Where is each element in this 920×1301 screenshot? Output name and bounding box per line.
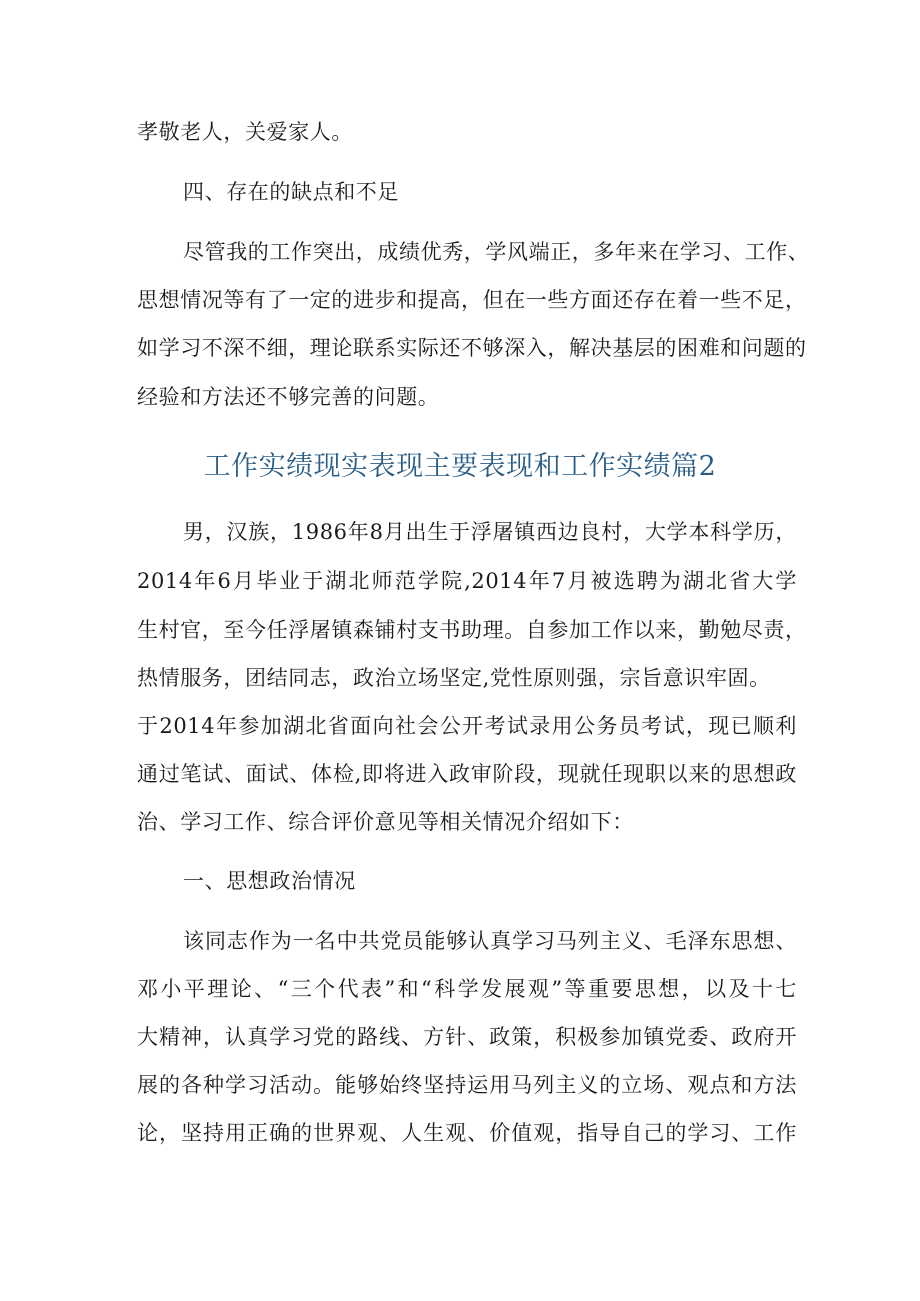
intro-line: 2014年6月毕业于湖北师范学院,2014年7月被选聘为湖北省大学 (137, 569, 797, 593)
intro-line: 男，汉族，1986年8月出生于浮屠镇西边良村，大学本科学历， (183, 520, 797, 544)
paragraph-line: 该同志作为一名中共党员能够认真学习马列主义、毛泽东思想、 (183, 929, 797, 953)
intro-line: 热情服务，团结同志，政治立场坚定,党性原则强，宗旨意识牢固。 (137, 666, 771, 690)
section-heading-political: 一、思想政治情况 (183, 869, 356, 893)
paragraph-line: 尽管我的工作突出，成绩优秀，学风端正，多年来在学习、工作、 (183, 240, 810, 264)
intro-line: 通过笔试、面试、体检,即将进入政审阶段，现就任现职以来的思想政 (137, 762, 797, 786)
paragraph-line: 论，坚持用正确的世界观、人生观、价值观，指导自己的学习、工作 (137, 1121, 797, 1145)
previous-paragraph-tail: 孝敬老人，关爱家人。 (137, 120, 353, 144)
intro-line: 生村官，至今任浮屠镇森铺村支书助理。自参加工作以来，勤勉尽责， (137, 618, 807, 642)
paragraph-line: 邓小平理论、“三个代表”和“科学发展观”等重要思想，以及十七 (137, 977, 797, 1001)
paragraph-line: 思想情况等有了一定的进步和提高，但在一些方面还存在着一些不足， (137, 288, 807, 312)
intro-line: 治、学习工作、综合评价意见等相关情况介绍如下： (137, 810, 634, 834)
paragraph-line: 如学习不深不细，理论联系实际还不够深入，解决基层的困难和问题的 (137, 336, 807, 360)
paragraph-line: 展的各种学习活动。能够始终坚持运用马列主义的立场、观点和方法 (137, 1073, 797, 1097)
paragraph-line: 经验和方法还不够完善的问题。 (137, 385, 440, 409)
section-heading-shortcomings: 四、存在的缺点和不足 (183, 180, 399, 204)
intro-line: 于2014年参加湖北省面向社会公开考试录用公务员考试，现已顺利 (137, 714, 797, 738)
article-title: 工作实绩现实表现主要表现和工作实绩篇2 (203, 451, 717, 482)
paragraph-line: 大精神，认真学习党的路线、方针、政策，积极参加镇党委、政府开 (137, 1025, 797, 1049)
